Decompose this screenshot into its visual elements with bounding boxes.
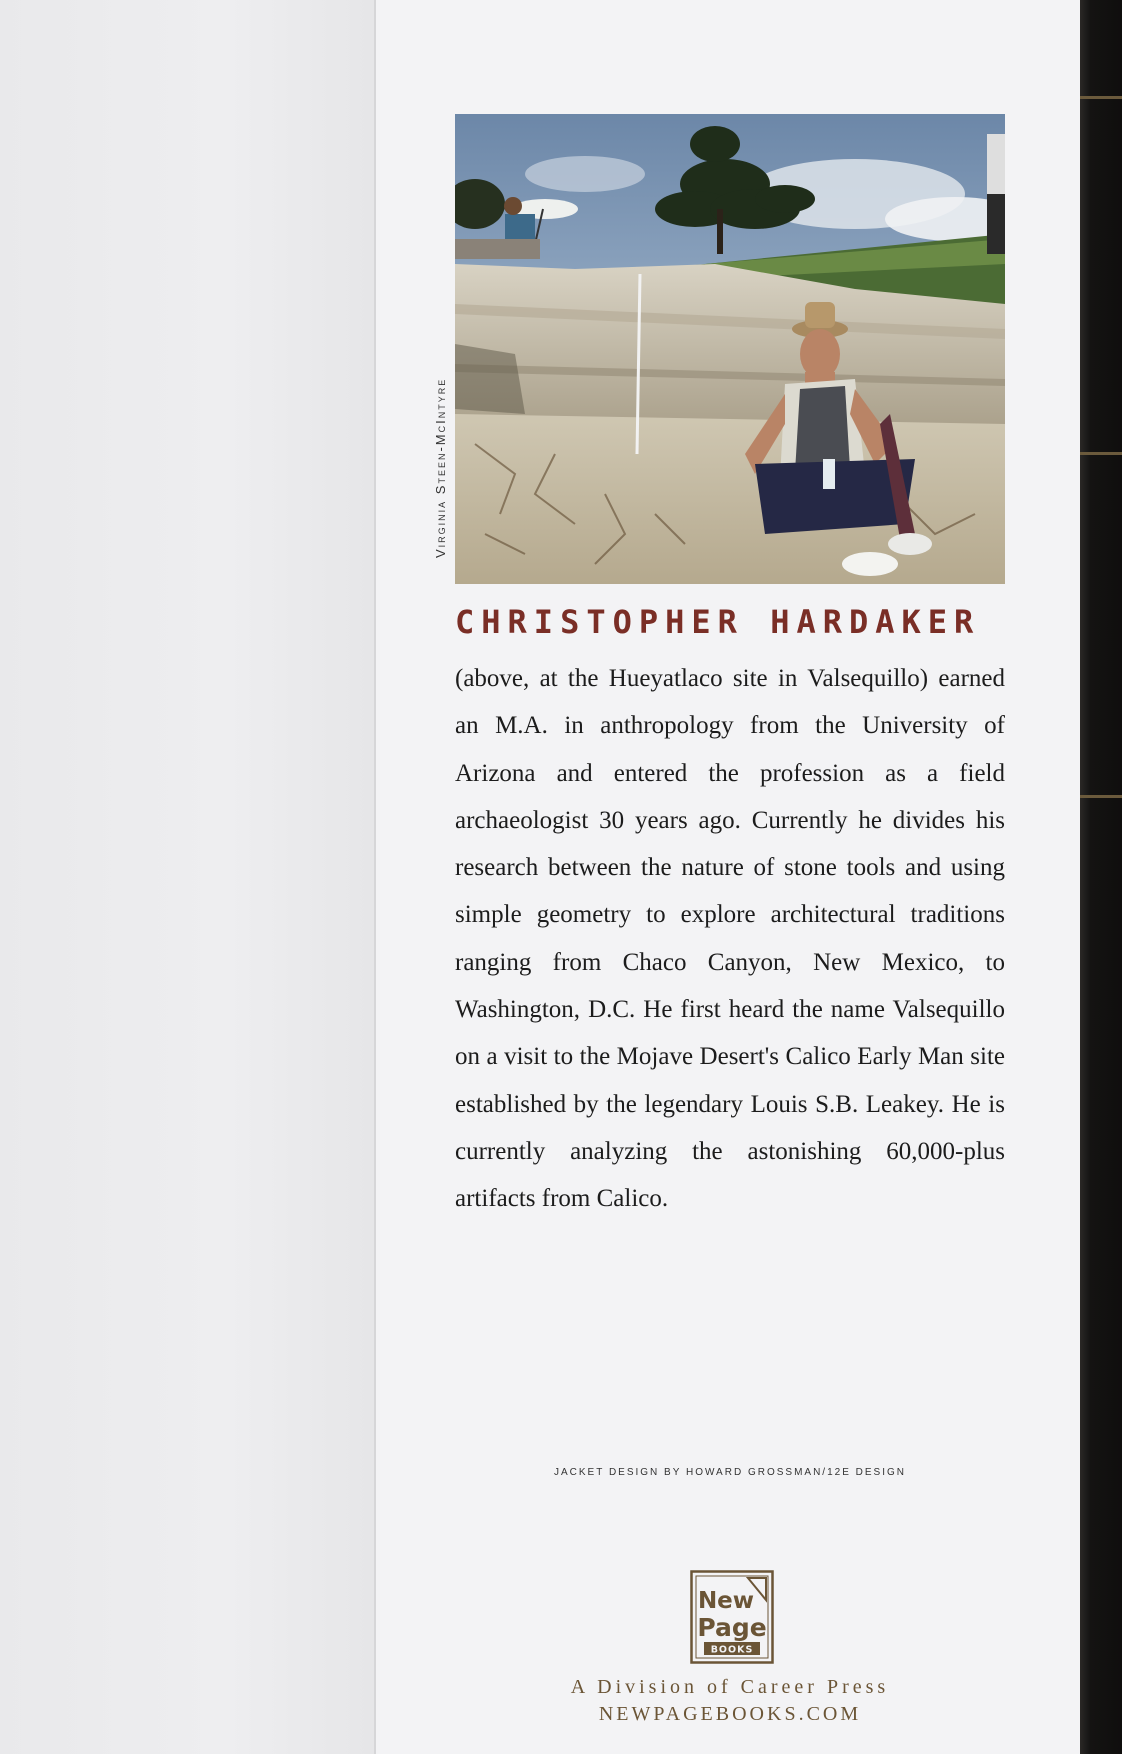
- new-page-books-logo: [690, 1570, 774, 1664]
- spine-rule: [1080, 96, 1122, 99]
- back-panel: [0, 0, 374, 1754]
- publisher-website: NEWPAGEBOOKS.COM: [598, 1703, 862, 1725]
- book-spine-edge: [1080, 0, 1122, 1754]
- svg-text:New: New: [697, 1588, 755, 1614]
- spine-rule: [1080, 452, 1122, 455]
- photo-credit: Virginia Steen-McIntyre: [433, 377, 448, 558]
- spine-rule: [1080, 795, 1122, 798]
- author-photo: [455, 114, 1005, 584]
- jacket-design-credit: JACKET DESIGN BY HOWARD GROSSMAN/12E DESIGN: [554, 1467, 906, 1478]
- svg-text:Page: Page: [697, 1613, 767, 1642]
- publisher-division: A Division of Career Press: [570, 1676, 890, 1698]
- author-bio: (above, at the Hueyatlaco site in Valsequillo) earned an M.A. in anthropology from the University of Arizona and entered the profession as a field archaeologist 30 years ago. Currently he divides his research between the nature of stone tools and using simple geometry to explore architectural traditions ranging from Chaco Canyon, New Mexico, to Washington, D.C. He first heard the name Valsequillo on a visit to the Mojave Desert's Calico Early Man site established by the legendary Louis S.B. Leakey. He is currently analyzing the astonishing 60,000-plus artifacts from Calico.: [455, 665, 1005, 1213]
- author-name: CHRISTOPHER HARDAKER: [455, 603, 981, 641]
- svg-text:BOOKS: BOOKS: [710, 1644, 754, 1656]
